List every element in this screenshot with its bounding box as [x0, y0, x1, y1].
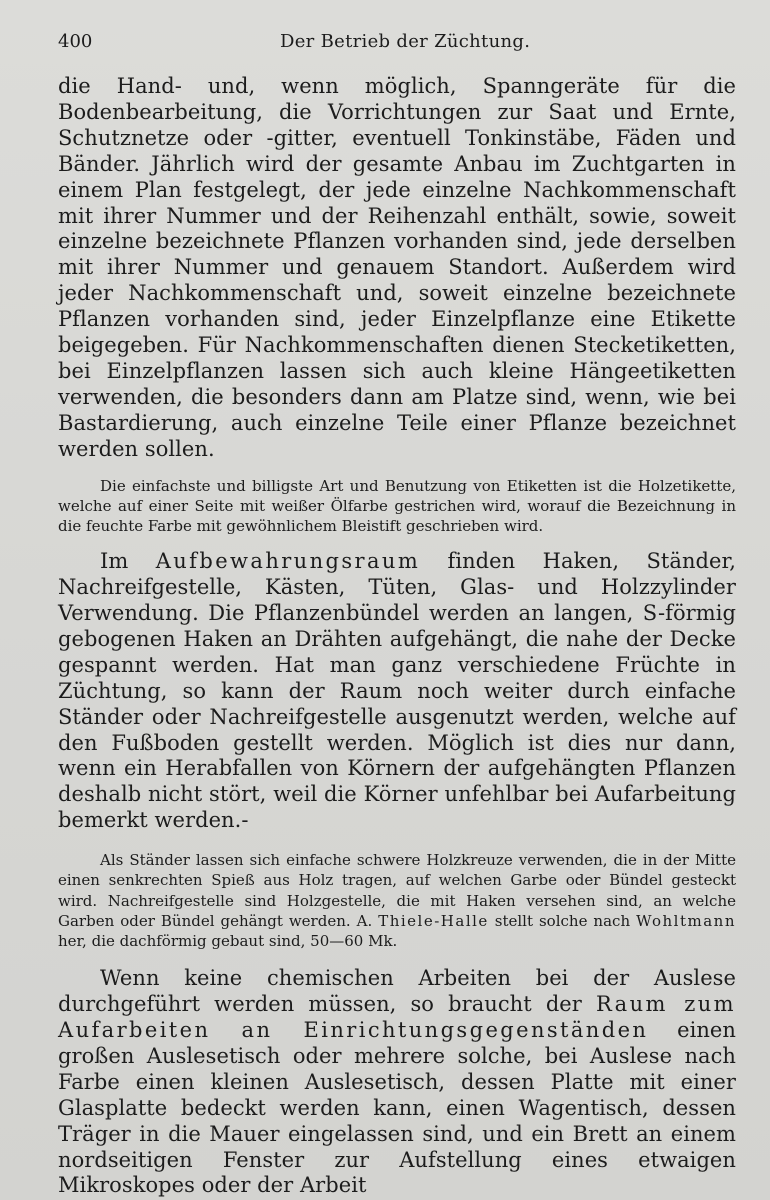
paragraph-storage-room	[58, 549, 736, 834]
running-head: Der Betrieb der Züchtung.	[280, 31, 531, 52]
footnote-stands-text: Als Ständer lassen sich einfache schwere Holzkreuze verwenden, die in der Mitte einen senkrechten Spieß aus Holz tragen, auf welchen Garbe oder Bündel gesteckt wird. Nachreifgestelle sind Holzgestelle, die mit Haken versehen sind, an welche Garben oder Bündel gehängt werden. A.	[58, 851, 736, 930]
name-wohltmann: Wohltmann	[636, 911, 736, 930]
page-header	[58, 30, 730, 54]
emphasis-storage-room: Aufbewahrungsraum	[155, 549, 421, 574]
paragraph-work-room	[58, 966, 736, 1199]
paragraph-equipment-garden: die Hand- und, wenn möglich, Spanngeräte für die Bodenbearbeitung, die Vorrichtungen zur Saat und Ernte, Schutznetze oder -gitter, eventuell Tonkinstäbe, Fäden und Bänder. Jährlich wird der gesamte Anbau im Zuchtgarten in einem Plan festgelegt, der jede einzelne Nachkommenschaft mit ihrer Nummer und der Reihenzahl enthält, sowie, soweit einzelne bezeichnete Pflanzen vorhanden sind, jede derselben mit ihrer Nummer und genauem Standort. Außerdem wird jeder Nachkommenschaft und, soweit einzelne bezeichnete Pflanzen vorhanden sind, jeder Einzelpflanze eine Etikette beigegeben. Für Nachkommenschaften dienen Stecketiketten, bei Einzelpflanzen lassen sich auch kleine Hängeetiketten verwenden, die besonders dann am Platze sind, wenn, wie bei Bastardierung, auch einzelne Teile einer Pflanze bezeichnet werden sollen.	[58, 74, 736, 461]
paragraph-storage-rest: finden Haken, Ständer, Nachreifgestelle, Kästen, Tüten, Glas- und Holzzylinder Verwendung. Die Pflanzenbündel werden an langen, S-förmig gebogenen Haken an Drähten aufgehängt, die nahe der Decke gespannt werden. Hat man ganz verschiedene Früchte in Züchtung, so kann der Raum noch weiter durch einfache Ständer oder Nachreifgestelle ausgenutzt werden, welche auf den Fußboden gestellt werden. Möglich ist dies nur dann, wenn ein Herabfallen von Körnern der aufgehängten Pflanzen deshalb nicht stört, weil die Körner unfehlbar bei Aufarbeitung bemerkt werden.-	[58, 549, 736, 833]
paragraph-work-prefix: Wenn keine chemischen Arbeiten bei der Auslese durchgeführt werden müssen, so braucht der	[58, 966, 736, 1017]
page-number: 400	[58, 31, 93, 52]
emphasis-work-room: Raum zum Aufarbeiten an Einrichtungsgegenständen	[58, 992, 736, 1042]
paragraph-work-rest: einen großen Auslesetisch oder mehrere solche, bei Auslese nach Farbe einen kleinen Auslesetisch, dessen Platte mit einer Glasplatte bedeckt werden kann, einen Wagentisch, dessen Träger in die Mauer eingelassen sind, und ein Brett an einem nordseitigen Fenster zur Aufstellung eines etwaigen Mikroskopes oder der Arbeit	[58, 1018, 736, 1198]
footnote-labels: Die einfachste und billigste Art und Benutzung von Etiketten ist die Holzetikette, welche auf einer Seite mit weißer Ölfarbe gestrichen wird, worauf die Bezeichnung in die feuchte Farbe mit gewöhnlichem Bleistift geschrieben wird.	[58, 476, 736, 535]
paragraph-storage-prefix: Im	[100, 549, 156, 574]
page-body	[58, 74, 736, 1199]
name-thiele-halle: Thiele-Halle	[378, 911, 489, 930]
footnote-stands-mid: stellt solche nach	[488, 911, 637, 930]
footnote-stands-end: her, die dachförmig gebaut sind, 50—60 Mk.	[58, 931, 398, 950]
footnote-stands	[58, 850, 736, 951]
